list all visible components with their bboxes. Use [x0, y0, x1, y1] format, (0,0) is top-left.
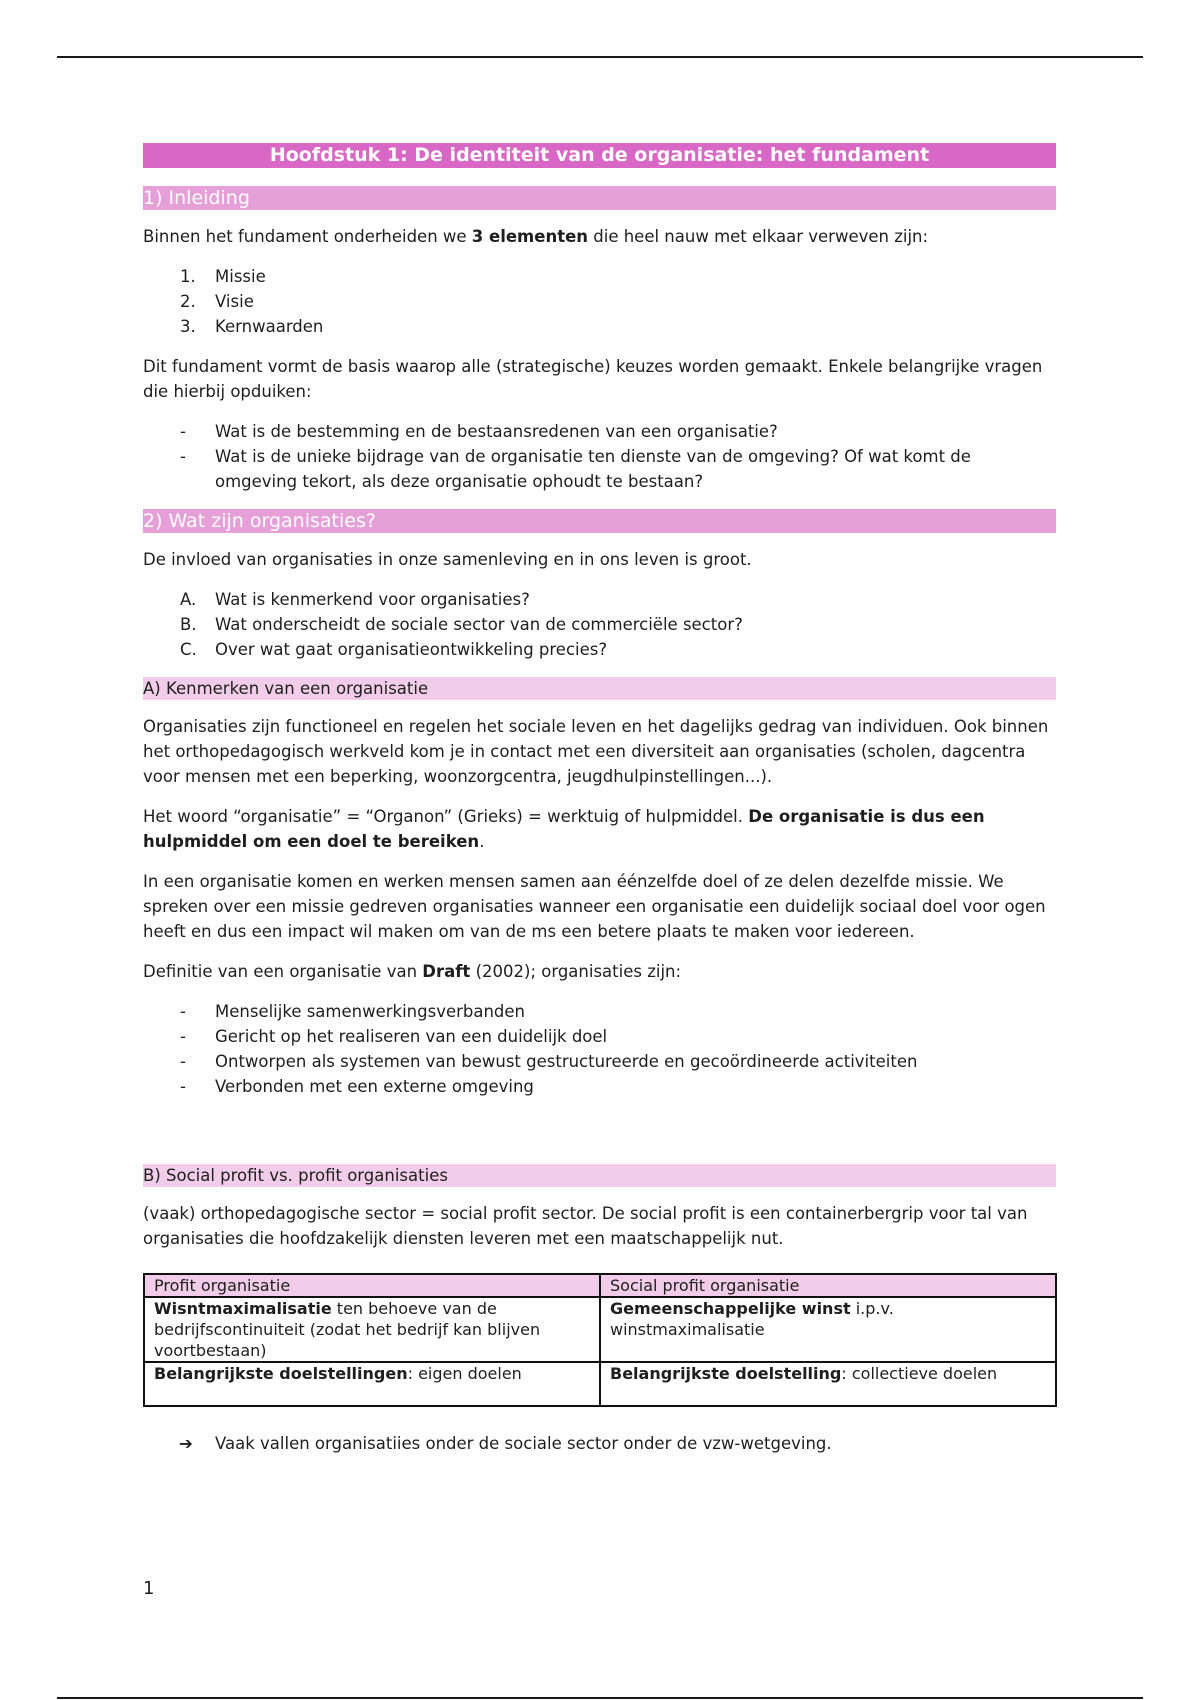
definition-list [143, 999, 1056, 1099]
social-profit-paragraph: (vaak) orthopedagogische sector = social profit sector. De social profit is een containerbergrip voor tal van organisaties die hoofdzakelijk diensten leveren met een maatschappelijk nut. [143, 1204, 1028, 1248]
table-cell: Belangrijkste doelstellingen: eigen doelen [144, 1362, 600, 1406]
header-rule [57, 56, 1143, 58]
kenmerken-paragraph-2: Het woord “organisatie” = “Organon” (Grieks) = werktuig of hulpmiddel. De organisatie is dus een hulpmiddel om een doel te bereiken. [143, 807, 985, 851]
comparison-table [143, 1273, 1057, 1407]
subheading-social-profit: B) Social profit vs. profit organisaties [143, 1164, 1056, 1187]
table-cell: Belangrijkste doelstelling: collectieve doelen [600, 1362, 1056, 1406]
questions-list [143, 419, 1056, 494]
list-item: - Gericht op het realiseren van een duidelijk doel [180, 1027, 608, 1046]
list-item: - Verbonden met een externe omgeving [180, 1077, 534, 1096]
table-row [144, 1297, 1056, 1362]
organisaties-intro: De invloed van organisaties in onze samenleving en in ons leven is groot. [143, 550, 752, 569]
list-item: - Menselijke samenwerkingsverbanden [180, 1002, 526, 1021]
section-heading-organisaties: 2) Wat zijn organisaties? [143, 509, 1056, 533]
table-row [144, 1362, 1056, 1406]
organisaties-questions [143, 587, 1056, 662]
chapter-title: Hoofdstuk 1: De identiteit van de organisatie: het fundament [143, 143, 1056, 168]
intro-paragraph: Binnen het fundament onderheiden we 3 elementen die heel nauw met elkaar verweven zijn: [143, 227, 929, 246]
table-cell: Gemeenschappelijke winst i.p.v. winstmaximalisatie [600, 1297, 1056, 1362]
definitie-paragraph: Definitie van een organisatie van Draft (2002); organisaties zijn: [143, 962, 682, 981]
kenmerken-paragraph-3: In een organisatie komen en werken mensen samen aan éénzelfde doel of ze delen dezelfde missie. We spreken over een missie gedreven organisaties wanneer een organisatie een duidelijk sociaal doel voor ogen heeft en dus een impact wil maken om van de ms een betere plaats te maken voor iedereen. [143, 872, 1046, 941]
table-header-row [144, 1274, 1056, 1297]
list-item: B. Wat onderscheidt de sociale sector van de commerciële sector? [180, 615, 743, 634]
section-heading-inleiding: 1) Inleiding [143, 186, 1056, 210]
table-cell: Wisntmaximalisatie ten behoeve van de bedrijfscontinuiteit (zodat het bedrijf kan blijven voortbestaan) [144, 1297, 600, 1362]
column-header-profit: Profit organisatie [144, 1274, 600, 1297]
list-item: 2. Visie [180, 292, 254, 311]
arrow-icon: ➔ [179, 1434, 193, 1453]
list-item: 3. Kernwaarden [180, 317, 324, 336]
list-item: - Wat is de unieke bijdrage van de organisatie ten dienste van de omgeving? Of wat komt de omgeving tekort, als deze organisatie ophoudt te bestaan? [180, 447, 971, 491]
column-header-social-profit: Social profit organisatie [600, 1274, 1056, 1297]
fundament-paragraph: Dit fundament vormt de basis waarop alle (strategische) keuzes worden gemaakt. Enkele belangrijke vragen die hierbij opduiken: [143, 357, 1043, 401]
list-item: 1. Missie [180, 267, 266, 286]
list-item: - Wat is de bestemming en de bestaansredenen van een organisatie? [180, 422, 778, 441]
footer-rule [57, 1697, 1143, 1699]
document-body [143, 143, 1056, 1456]
list-item: A. Wat is kenmerkend voor organisaties? [180, 590, 530, 609]
vzw-note: ➔ Vaak vallen organisatiies onder de sociale sector onder de vzw-wetgeving. [143, 1431, 1056, 1456]
list-item: C. Over wat gaat organisatieontwikkeling precies? [180, 640, 608, 659]
elements-list [143, 264, 1056, 339]
list-item: - Ontworpen als systemen van bewust gestructureerde en gecoördineerde activiteiten [180, 1052, 918, 1071]
page-number: 1 [143, 1578, 155, 1599]
subheading-kenmerken: A) Kenmerken van een organisatie [143, 677, 1056, 700]
kenmerken-paragraph-1: Organisaties zijn functioneel en regelen het sociale leven en het dagelijks gedrag van individuen. Ook binnen het orthopedagogisch werkveld kom je in contact met een diversiteit aan organisaties (scholen, dagcentra voor mensen met een beperking, woonzorgcentra, jeugdhulpinstellingen...). [143, 717, 1049, 786]
